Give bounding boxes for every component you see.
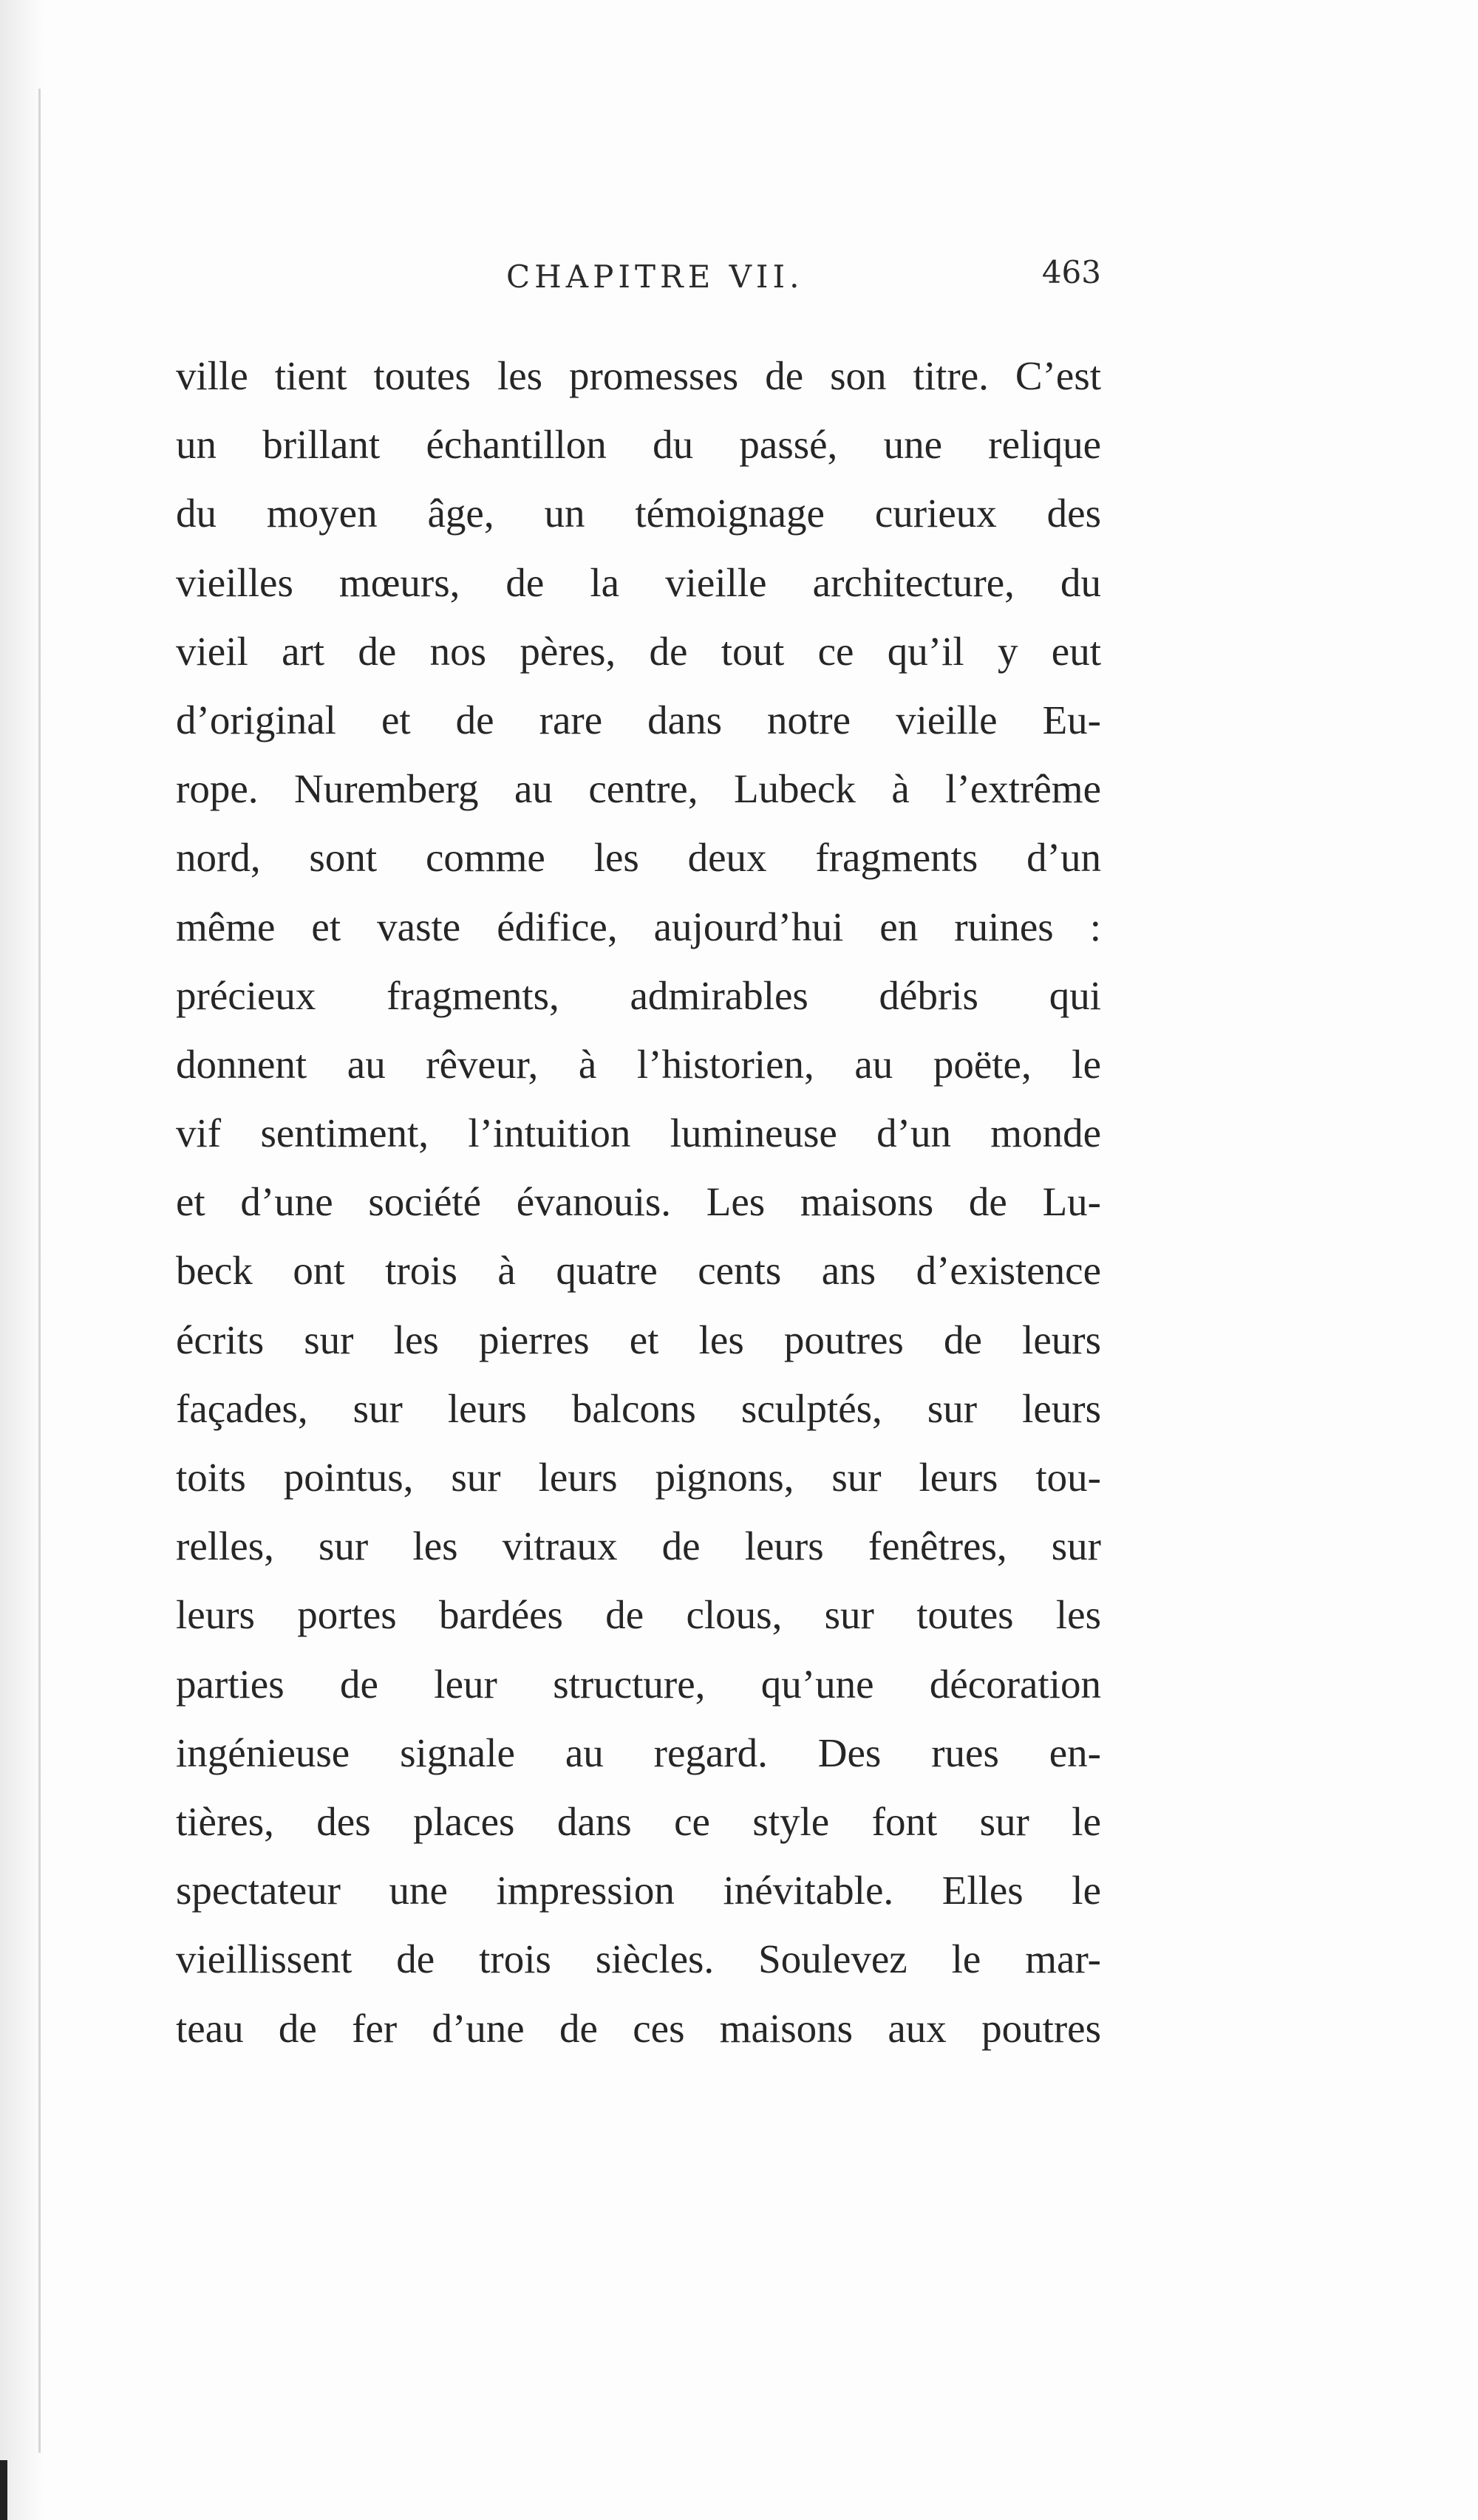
text-line: façades, sur leurs balcons sculptés, sur leurs bbox=[176, 1385, 1101, 1431]
text-line: parties de leur structure, qu’une décoration bbox=[176, 1661, 1101, 1707]
text-line: vieilles mœurs, de la vieille architecture, du bbox=[176, 559, 1101, 605]
text-line: nord, sont comme les deux fragments d’un bbox=[176, 835, 1101, 881]
text-line: précieux fragments, admirables débris qui bbox=[176, 972, 1101, 1018]
text-line: beck ont trois à quatre cents ans d’existence bbox=[176, 1248, 1101, 1294]
body-text bbox=[176, 341, 1101, 2063]
text-line: même et vaste édifice, aujourd’hui en ruines : bbox=[176, 904, 1101, 949]
text-line: ville tient toutes les promesses de son titre. C’est bbox=[176, 353, 1101, 398]
text-line: vieil art de nos pères, de tout ce qu’il y eut bbox=[176, 628, 1101, 674]
text-line: leurs portes bardées de clous, sur toutes les bbox=[176, 1592, 1101, 1638]
text-line: et d’une société évanouis. Les maisons de Lu- bbox=[176, 1179, 1101, 1225]
text-line: du moyen âge, un témoignage curieux des bbox=[176, 491, 1101, 536]
text-line: d’original et de rare dans notre vieille Eu- bbox=[176, 697, 1101, 742]
running-title: CHAPITRE VII. bbox=[506, 259, 804, 295]
text-line: écrits sur les pierres et les poutres de leurs bbox=[176, 1317, 1101, 1362]
page-gutter-shadow bbox=[0, 0, 44, 2520]
text-line: teau de fer d’une de ces maisons aux poutres bbox=[176, 2005, 1101, 2051]
text-line: vieillissent de trois siècles. Soulevez le mar- bbox=[176, 1936, 1101, 1982]
gutter-fold-line bbox=[38, 89, 41, 2453]
text-line: spectateur une impression inévitable. Elles le bbox=[176, 1868, 1101, 1913]
text-line: rope. Nuremberg au centre, Lubeck à l’extrême bbox=[176, 766, 1101, 812]
scan-edge-mark bbox=[0, 2460, 7, 2520]
text-line: toits pointus, sur leurs pignons, sur leurs tou- bbox=[176, 1455, 1101, 1500]
running-head bbox=[177, 254, 1101, 303]
text-line: ingénieuse signale au regard. Des rues en- bbox=[176, 1729, 1101, 1775]
text-line: donnent au rêveur, à l’historien, au poëte, le bbox=[176, 1041, 1101, 1087]
text-line: un brillant échantillon du passé, une relique bbox=[176, 422, 1101, 468]
text-line: vif sentiment, l’intuition lumineuse d’un monde bbox=[176, 1110, 1101, 1156]
text-line: tières, des places dans ce style font sur le bbox=[176, 1798, 1101, 1844]
page-number: 463 bbox=[1041, 254, 1101, 290]
text-line: relles, sur les vitraux de leurs fenêtres, sur bbox=[176, 1523, 1101, 1569]
